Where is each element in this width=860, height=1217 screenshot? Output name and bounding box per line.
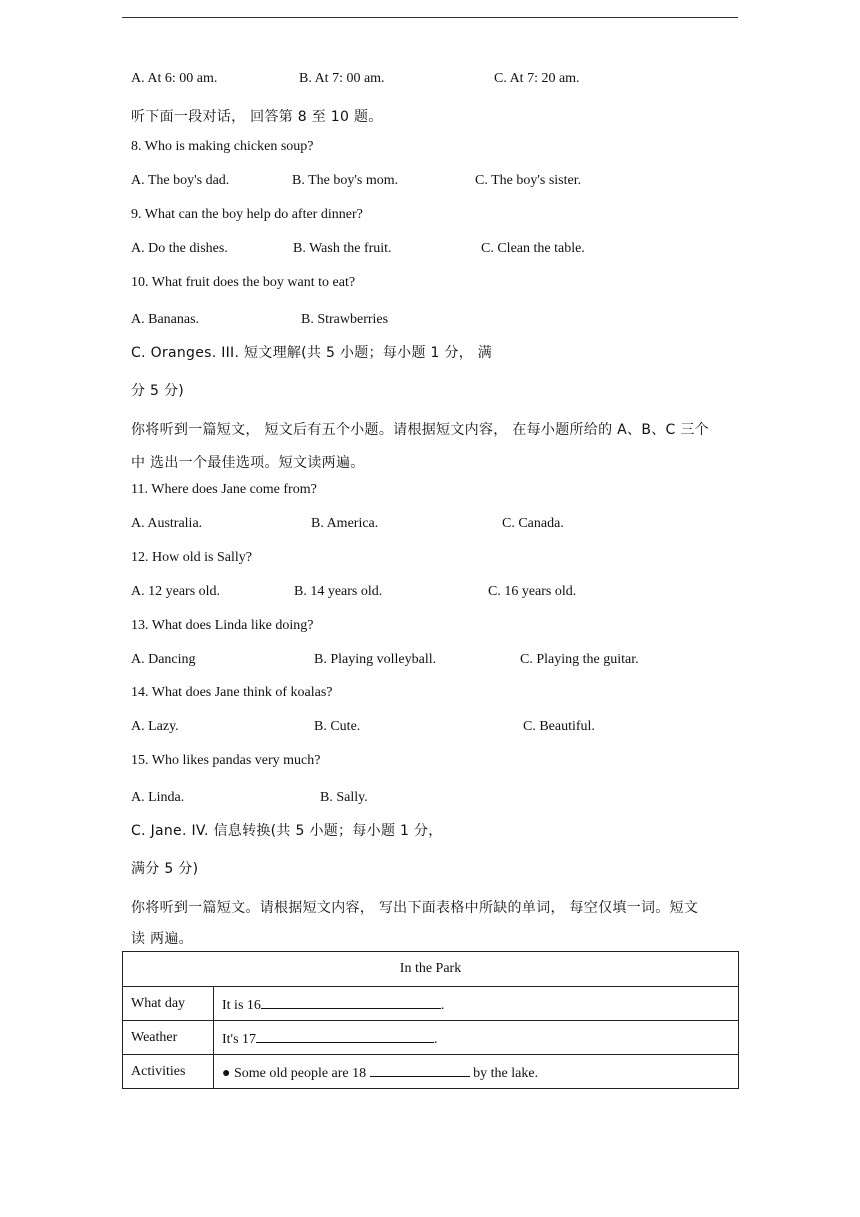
blank-17-prefix: It's 17 [222,1031,257,1047]
q7-option-b: B. At 7: 00 am. [299,71,385,86]
q8-option-a: A. The boy's dad. [131,173,230,188]
q12-option-a: A. 12 years old. [131,584,221,599]
q8-option-b: B. The boy's mom. [292,173,399,188]
table-caption-row [123,952,739,987]
table-title: In the Park [123,952,739,987]
section4-intro-2: 读 两遍。 [131,931,193,947]
table-row [123,1055,739,1089]
q14-option-a: A. Lazy. [131,719,179,734]
section3-intro-1: 你将听到一篇短文， 短文后有五个小题。请根据短文内容， 在每小题所给的 A、B、C 三个 [131,422,709,438]
blank-17-suffix: . [434,1031,438,1047]
blank-18-suffix: by the lake. [469,1065,539,1081]
section4-heading-cont: 满分 5 分) [131,861,199,877]
row-content-weather [214,1021,739,1055]
table-row [123,987,739,1021]
table-row [123,1021,739,1055]
section3-intro-2: 中 选出一个最佳选项。短文读两遍。 [131,455,365,471]
q13-option-c: C. Playing the guitar. [520,652,639,667]
q8-option-c: C. The boy's sister. [475,173,582,188]
q7-option-c: C. At 7: 20 am. [494,71,580,86]
q10-option-a: A. Bananas. [131,312,200,327]
blank-17[interactable] [256,1028,434,1043]
question-14: 14. What does Jane think of koalas? [131,685,333,700]
row-label-weather: Weather [123,1021,214,1055]
q10-option-b: B. Strawberries [301,312,389,327]
blank-18[interactable] [370,1062,470,1077]
q15-option-c-section4-heading: C. Jane. IV. 信息转换(共 5 小题；每小题 1 分， [131,823,443,839]
row-content-activities [214,1055,739,1089]
question-8: 8. Who is making chicken soup? [131,139,314,154]
question-13: 13. What does Linda like doing? [131,618,314,633]
section4-intro-1: 你将听到一篇短文。请根据短文内容， 写出下面表格中所缺的单词， 每空仅填一词。短文 [131,900,699,916]
blank-16[interactable] [261,994,441,1009]
top-rule [122,17,738,18]
q13-option-a: A. Dancing [131,652,196,667]
q12-option-c: C. 16 years old. [488,584,577,599]
in-the-park-table [122,951,739,1089]
q11-option-c: C. Canada. [502,516,564,531]
section-8-10-intro: 听下面一段对话， 回答第 8 至 10 题。 [131,109,383,125]
q10-option-c-section3-heading: C. Oranges. III. 短文理解(共 5 小题；每小题 1 分， 满 [131,345,493,361]
q9-option-b: B. Wash the fruit. [293,241,392,256]
question-12: 12. How old is Sally? [131,550,252,565]
question-15: 15. Who likes pandas very much? [131,753,321,768]
q13-option-b: B. Playing volleyball. [314,652,437,667]
q9-option-a: A. Do the dishes. [131,241,228,256]
q11-option-b: B. America. [311,516,379,531]
question-10: 10. What fruit does the boy want to eat? [131,275,356,290]
row-label-what-day: What day [123,987,214,1021]
q14-option-c: C. Beautiful. [523,719,595,734]
blank-16-suffix: . [440,997,445,1013]
q12-option-b: B. 14 years old. [294,584,383,599]
q9-option-c: C. Clean the table. [481,241,585,256]
q15-option-a: A. Linda. [131,790,185,805]
question-9: 9. What can the boy help do after dinner? [131,207,363,222]
row-content-what-day [214,987,739,1021]
q11-option-a: A. Australia. [131,516,203,531]
q14-option-b: B. Cute. [314,719,361,734]
blank-18-prefix: ● Some old people are 18 [222,1065,370,1081]
q15-option-b: B. Sally. [320,790,368,805]
question-11: 11. Where does Jane come from? [131,482,317,497]
q7-option-a: A. At 6: 00 am. [131,71,218,86]
blank-16-prefix: It is 16 [222,997,261,1013]
section3-heading-cont: 分 5 分) [131,383,185,399]
row-label-activities: Activities [123,1055,214,1089]
